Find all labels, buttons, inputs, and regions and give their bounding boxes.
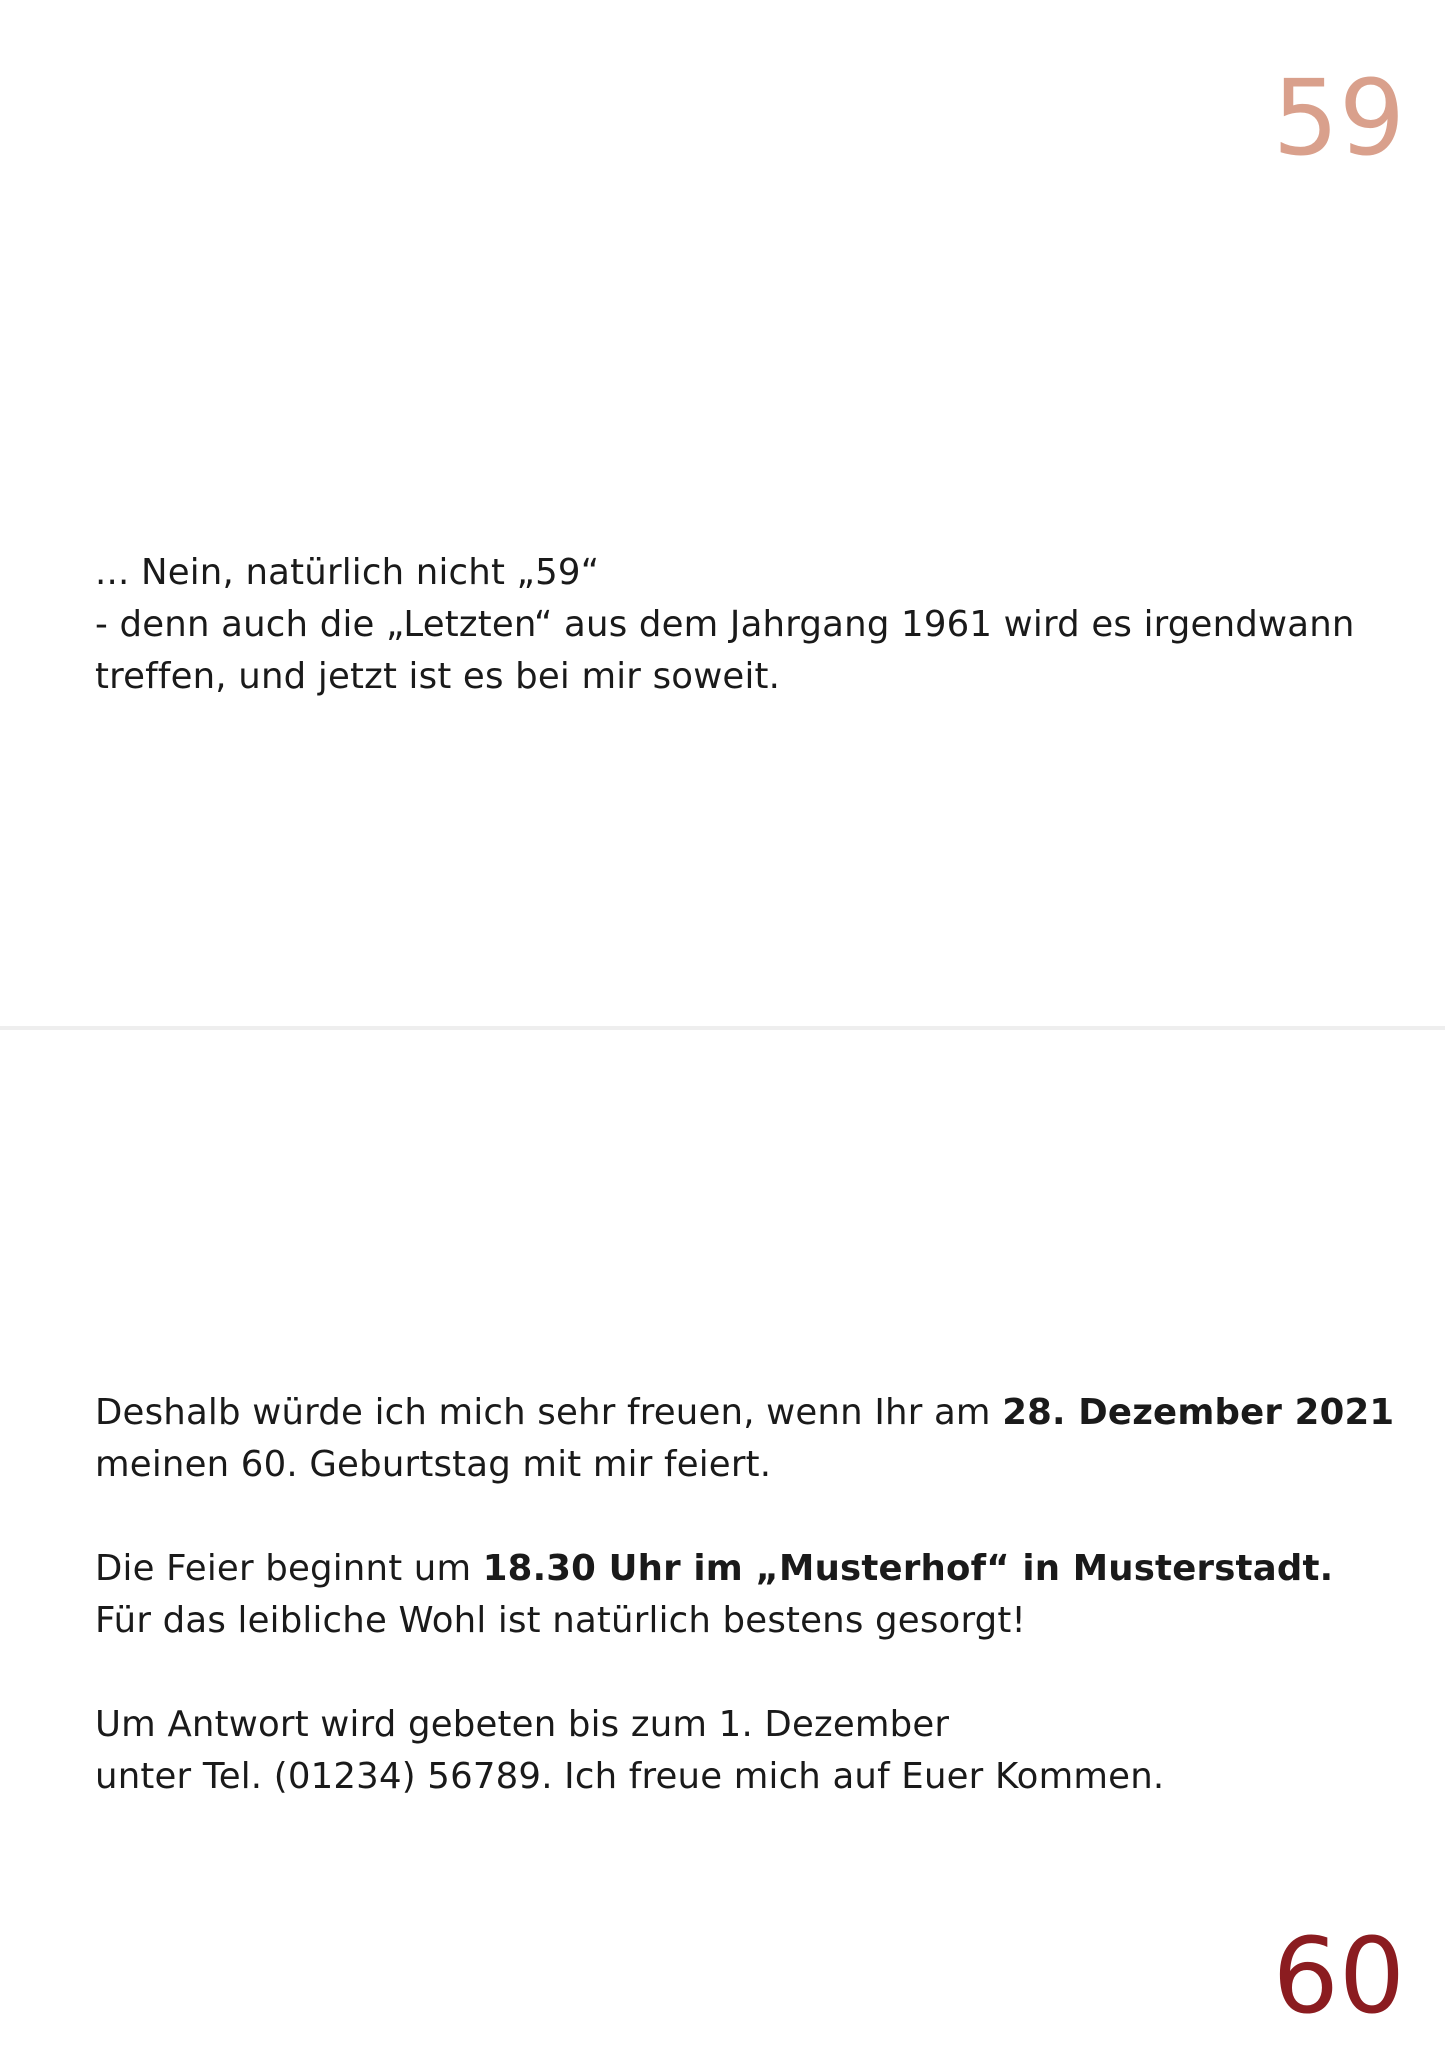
invitation-time-paragraph [95,1543,1395,1647]
invitation-date: 28. Dezember 2021 [1002,1392,1395,1433]
invitation-date-intro: Deshalb würde ich mich sehr freuen, wenn Ihr am [95,1392,1003,1433]
invitation-date-paragraph [95,1387,1395,1491]
intro-line-2: - denn auch die „Letzten“ aus dem Jahrgang 1961 wird es irgendwann [95,604,1355,645]
rsvp-line-1: Um Antwort wird gebeten bis zum 1. Dezember [95,1704,950,1745]
invitation-time-intro: Die Feier beginnt um [95,1548,483,1589]
intro-line-1: ... Nein, natürlich nicht „59“ [95,552,600,593]
page-number-top: 59 [1272,57,1405,179]
invitation-text-block [95,1387,1395,1803]
intro-text-block [95,547,1395,703]
invitation-time-place: 18.30 Uhr im „Musterhof“ in Musterstadt. [482,1548,1334,1589]
page-divider [0,1026,1445,1030]
invitation-date-line-2: meinen 60. Geburtstag mit mir feiert. [95,1444,772,1485]
invitation-rsvp-paragraph [95,1699,1395,1803]
rsvp-line-2: unter Tel. (01234) 56789. Ich freue mich auf Euer Kommen. [95,1756,1165,1797]
invitation-catering-line: Für das leibliche Wohl ist natürlich bestens gesorgt! [95,1600,1026,1641]
page-number-bottom: 60 [1272,1915,1405,2037]
intro-line-3: treffen, und jetzt ist es bei mir soweit. [95,656,781,697]
